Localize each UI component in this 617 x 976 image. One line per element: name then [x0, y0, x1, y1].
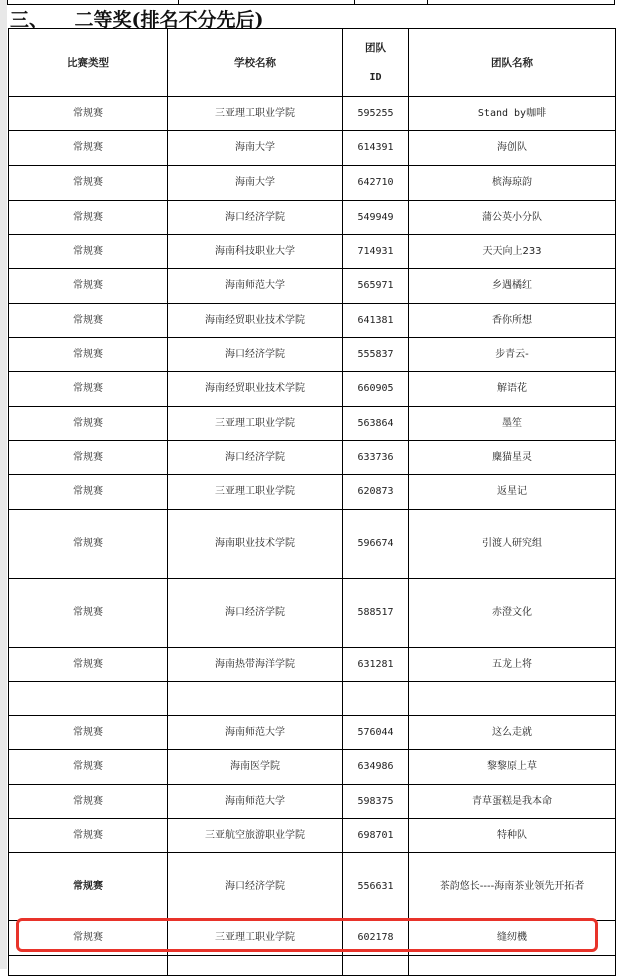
- cell-team-name: 黎黎原上草: [409, 750, 616, 785]
- cell-type: 常规赛: [9, 304, 168, 338]
- cell-team-id: 595255: [343, 97, 409, 131]
- cell-team-id: 588517: [343, 579, 409, 648]
- table-row: [9, 441, 616, 475]
- cell-team-name: 茶韵悠长----海南茶业领先开拓者: [409, 853, 616, 921]
- cell-team-name: [409, 682, 616, 716]
- table-row-partial: [9, 956, 616, 976]
- cell-team-name: 青草蛋糕是我本命: [409, 785, 616, 819]
- cell-type: 常规赛: [9, 475, 168, 510]
- cell-school: 三亚航空旅游职业学院: [168, 819, 343, 853]
- cell-team-id: 598375: [343, 785, 409, 819]
- section-title: 三、 二等奖(排名不分先后): [10, 9, 264, 31]
- table-row: [9, 579, 616, 648]
- table-row: [9, 235, 616, 269]
- cell-team-id: 660905: [343, 372, 409, 407]
- cell-school: 海南热带海洋学院: [168, 648, 343, 682]
- header-team-id: [343, 29, 409, 97]
- cell-school: [168, 682, 343, 716]
- cell-team-name: 墨笙: [409, 407, 616, 441]
- cell-type: 常规赛: [9, 269, 168, 304]
- cell-type: [9, 682, 168, 716]
- table-row: [9, 510, 616, 579]
- cell-team-id: 641381: [343, 304, 409, 338]
- cell-school: 海南经贸职业技术学院: [168, 372, 343, 407]
- table-row: [9, 201, 616, 235]
- table-row: [9, 269, 616, 304]
- cell-team-name: 麋猫星灵: [409, 441, 616, 475]
- header-team-id-line2: ID: [369, 71, 382, 83]
- cell-team-id: 633736: [343, 441, 409, 475]
- cell-school: 海口经济学院: [168, 853, 343, 921]
- table-row: [9, 682, 616, 716]
- cell-type: 常规赛: [9, 441, 168, 475]
- cell-empty: [9, 956, 168, 976]
- cell-type: 常规赛: [9, 201, 168, 235]
- table-row: [9, 372, 616, 407]
- cell-school: 海口经济学院: [168, 201, 343, 235]
- cell-type: 常规赛: [9, 235, 168, 269]
- header-team-id-line1: 团队: [365, 41, 386, 54]
- cell-team-name: 天天向上233: [409, 235, 616, 269]
- award-table: [8, 28, 616, 976]
- table-header-row: [9, 29, 616, 97]
- table-row: [9, 304, 616, 338]
- cell-team-name: 赤澄文化: [409, 579, 616, 648]
- cell-team-id: 642710: [343, 166, 409, 201]
- cell-type: 常规赛: [9, 579, 168, 648]
- header-team-name: 团队名称: [409, 29, 616, 97]
- table-row: [9, 97, 616, 131]
- cell-school: 海口经济学院: [168, 338, 343, 372]
- cell-team-name: 解语花: [409, 372, 616, 407]
- table-row: [9, 407, 616, 441]
- table-row: [9, 131, 616, 166]
- cell-team-id: 634986: [343, 750, 409, 785]
- cell-team-id: 555837: [343, 338, 409, 372]
- cell-school: 海口经济学院: [168, 441, 343, 475]
- cell-school: 海南师范大学: [168, 716, 343, 750]
- page-margin: [0, 0, 7, 969]
- cell-team-name: 香你所想: [409, 304, 616, 338]
- cell-school: 三亚理工职业学院: [168, 475, 343, 510]
- cell-team-id: 631281: [343, 648, 409, 682]
- cell-team-id: 620873: [343, 475, 409, 510]
- cell-team-name: 乡遇橘红: [409, 269, 616, 304]
- cell-school: 三亚理工职业学院: [168, 407, 343, 441]
- cell-team-id: 614391: [343, 131, 409, 166]
- cell-school: 海南职业技术学院: [168, 510, 343, 579]
- cell-school: 海南经贸职业技术学院: [168, 304, 343, 338]
- table-row: [9, 716, 616, 750]
- cell-empty: [343, 956, 409, 976]
- cell-type: 常规赛: [9, 853, 168, 921]
- cell-type: 常规赛: [9, 372, 168, 407]
- cell-team-name: Stand by咖啡: [409, 97, 616, 131]
- cell-team-id: 556631: [343, 853, 409, 921]
- highlight-box: [16, 918, 598, 952]
- cell-team-name: 步青云-: [409, 338, 616, 372]
- cell-team-name: 蒲公英小分队: [409, 201, 616, 235]
- cell-empty: [168, 956, 343, 976]
- cell-school: 海南大学: [168, 131, 343, 166]
- cell-type: 常规赛: [9, 716, 168, 750]
- cell-type: 常规赛: [9, 785, 168, 819]
- cell-team-name: 海创队: [409, 131, 616, 166]
- cell-team-name: 特种队: [409, 819, 616, 853]
- cell-type: 常规赛: [9, 407, 168, 441]
- cell-type: 常规赛: [9, 510, 168, 579]
- cell-type: 常规赛: [9, 750, 168, 785]
- cell-school: 海南医学院: [168, 750, 343, 785]
- cell-team-name: 这么走就: [409, 716, 616, 750]
- cell-team-id: 576044: [343, 716, 409, 750]
- cell-school: 三亚理工职业学院: [168, 97, 343, 131]
- cell-team-id: 565971: [343, 269, 409, 304]
- cell-team-name: 五龙上将: [409, 648, 616, 682]
- cell-type: 常规赛: [9, 921, 168, 956]
- cell-type: 常规赛: [9, 648, 168, 682]
- cell-team-name: 引渡人研究组: [409, 510, 616, 579]
- cell-school: 海南科技职业大学: [168, 235, 343, 269]
- cell-team-name: 返星记: [409, 475, 616, 510]
- cell-team-id: [343, 682, 409, 716]
- table-row: [9, 648, 616, 682]
- cell-team-id: 596674: [343, 510, 409, 579]
- cell-school: 海南师范大学: [168, 269, 343, 304]
- cell-team-id: 698701: [343, 819, 409, 853]
- cell-type: 常规赛: [9, 819, 168, 853]
- header-school: 学校名称: [168, 29, 343, 97]
- cell-team-id: 714931: [343, 235, 409, 269]
- table-row: [9, 166, 616, 201]
- cell-team-id: 563864: [343, 407, 409, 441]
- cell-school: 海口经济学院: [168, 579, 343, 648]
- cell-school: 海南大学: [168, 166, 343, 201]
- cell-school: 海南师范大学: [168, 785, 343, 819]
- table-row: [9, 338, 616, 372]
- table-row: [9, 750, 616, 785]
- table-row: [9, 785, 616, 819]
- cell-school: 三亚理工职业学院: [168, 921, 343, 956]
- cell-team-name: 槟海琼韵: [409, 166, 616, 201]
- table-row: [9, 475, 616, 510]
- cell-type: 常规赛: [9, 338, 168, 372]
- cell-team-id: 602178: [343, 921, 409, 956]
- cell-type: 常规赛: [9, 166, 168, 201]
- cell-team-id: 549949: [343, 201, 409, 235]
- cell-type: 常规赛: [9, 131, 168, 166]
- table-row: [9, 853, 616, 921]
- cell-type: 常规赛: [9, 97, 168, 131]
- cell-empty: [409, 956, 616, 976]
- cell-team-name: 缝纫機: [409, 921, 616, 956]
- table-row: [9, 819, 616, 853]
- header-type: 比赛类型: [9, 29, 168, 97]
